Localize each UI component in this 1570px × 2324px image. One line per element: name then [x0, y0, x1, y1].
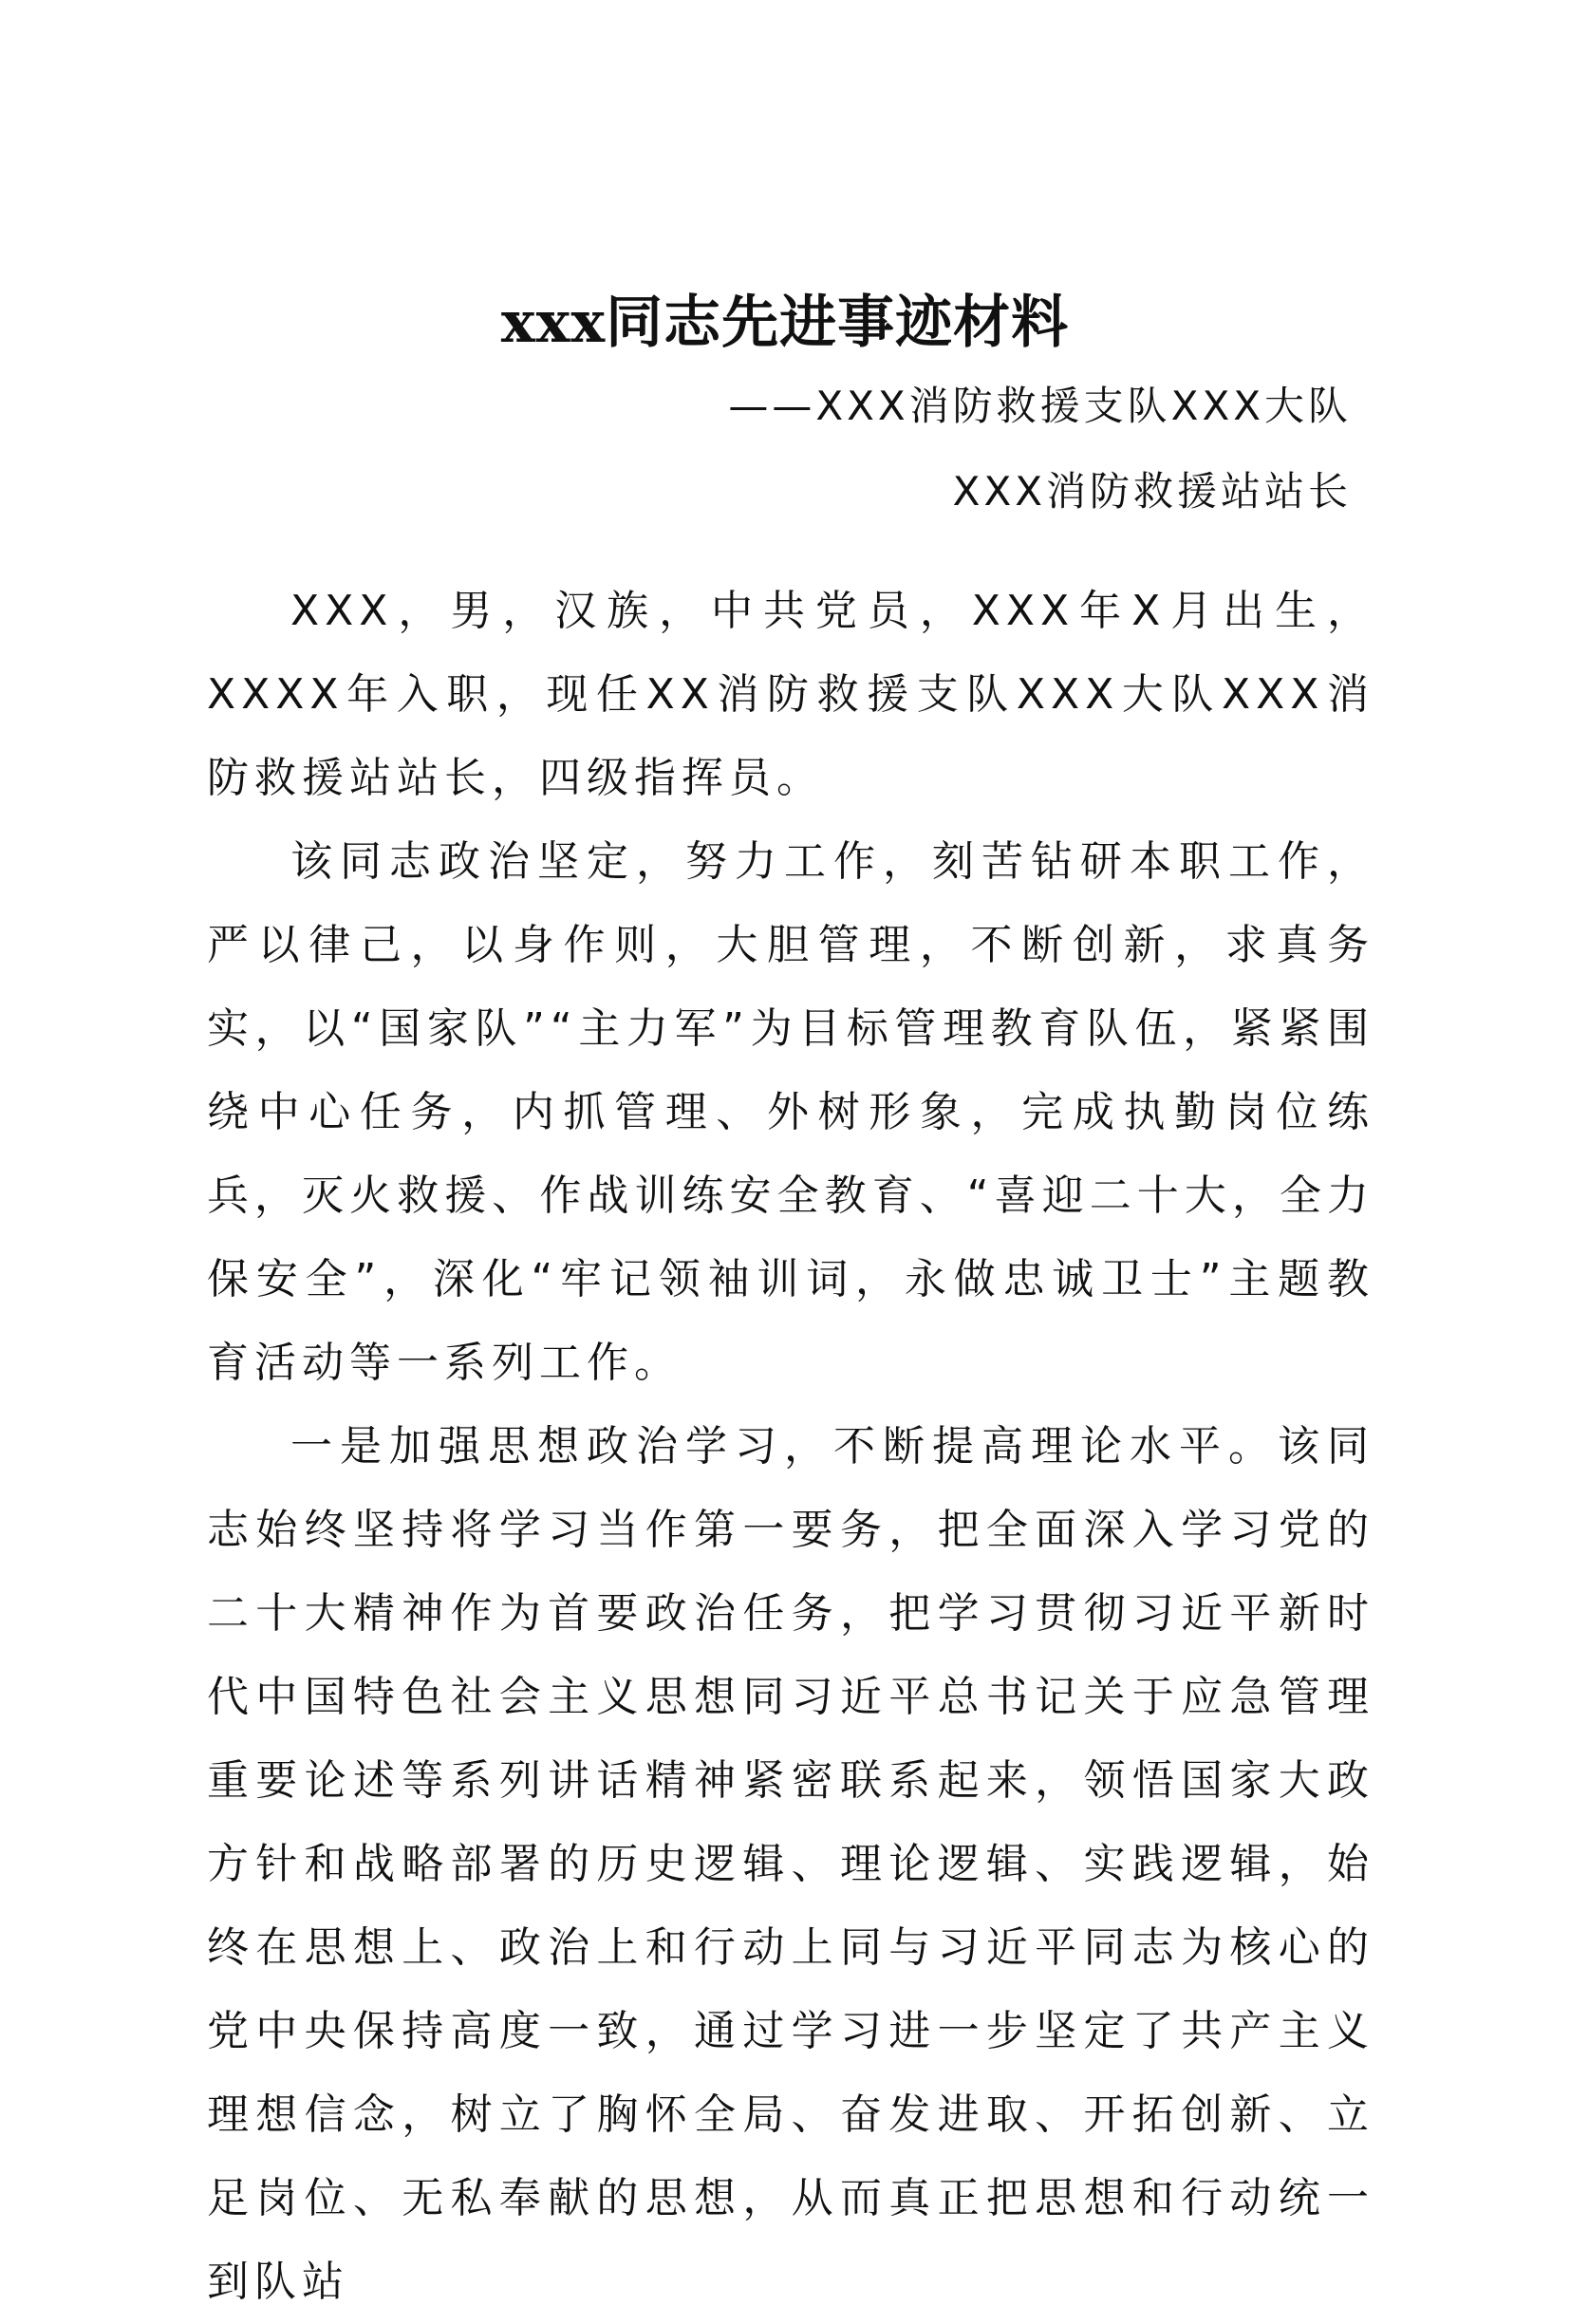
paragraph-point-one: 一是加强思想政治学习，不断提高理论水平。该同志始终坚持将学习当作第一要务，把全面深入学习党的二十大精神作为首要政治任务，把学习贯彻习近平新时代中国特色社会主义思想同习近平总书记关于应急管理重要论述等系列讲话精神紧密联系起来，领悟国家大政方针和战略部署的历史逻辑、理论逻辑、实践逻辑，始终在思想上、政治上和行动上同与习近平同志为核心的党中央保持高度一致，通过学习进一步坚定了共产主义理想信念，树立了胸怀全局、奋发进取、开拓创新、立足岗位、无私奉献的思想，从而真正把思想和行动统一到队站 [207, 1422, 1374, 2306]
paragraph-profile: XXX，男，汉族，中共党员，XXX年X月出生，XXXX年入职，现任XX消防救援支队XXX大队XXX消防救援站站长，四级指挥员。 [207, 587, 1374, 802]
document-body [207, 570, 1374, 2324]
document-title: xxx同志先进事迹材料 [500, 290, 1070, 356]
paragraph-summary: 该同志政治坚定，努力工作，刻苦钻研本职工作，严以律己，以身作则，大胆管理，不断创新，求真务实，以“国家队”“主力军”为目标管理教育队伍，紧紧围绕中心任务，内抓管理、外树形象，完成执勤岗位练兵，灭火救援、作战训练安全教育、“喜迎二十大，全力保安全”，深化“牢记领袖训词，永做忠诚卫士”主题教育活动等一系列工作。 [207, 837, 1374, 1387]
paragraph-lead-heading: 一是加强思想政治学习，不断提高理论水平。 [290, 1422, 1278, 1471]
document-subtitle-position: XXX消防救援站站长 [952, 468, 1352, 515]
document-subtitle-unit: ——XXX消防救援支队XXX大队 [728, 383, 1352, 429]
